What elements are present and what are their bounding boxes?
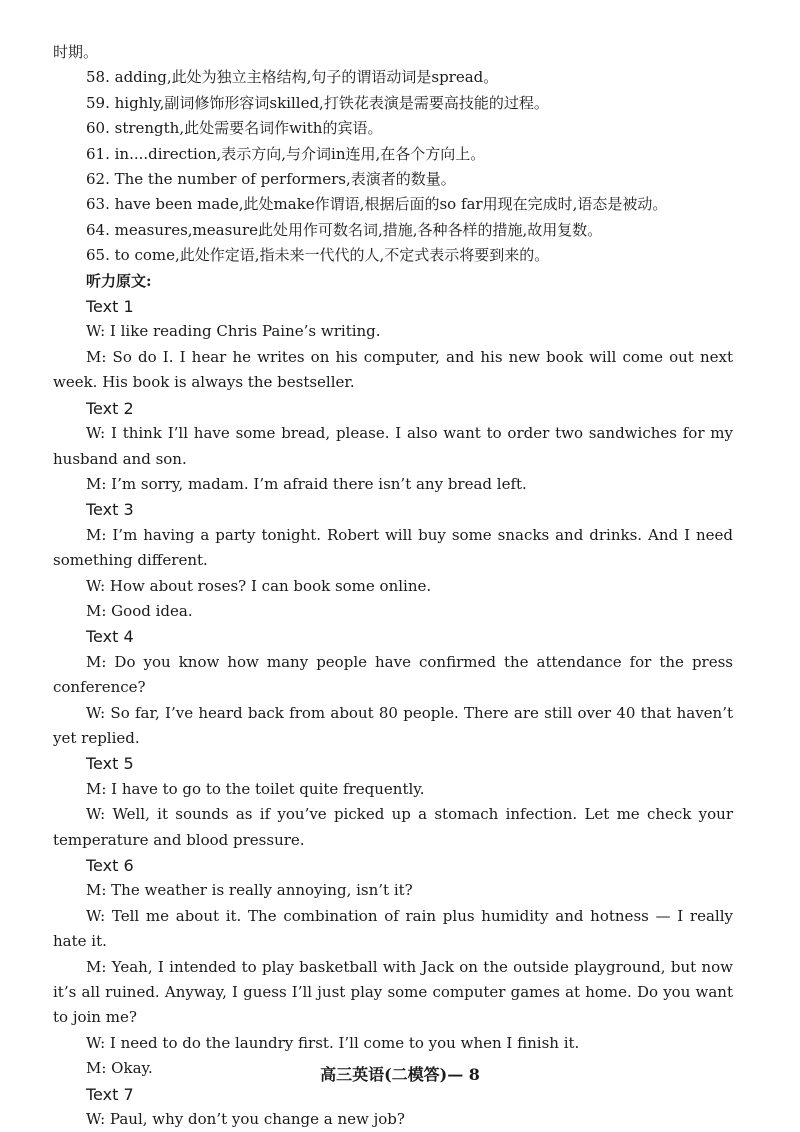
dialogue-line: M: I have to go to the toilet quite frequently. <box>86 779 425 798</box>
text-title: Text 7 <box>86 1084 134 1104</box>
dialogue-line: M: Yeah, I intended to play basketball with Jack on the outside playground, but now it’s all ruined. Anyway, I guess I’ll just play some computer games at home. Do you want to join me? <box>53 957 733 1027</box>
listening-text-2 <box>53 396 733 498</box>
dialogue-line: W: I need to do the laundry first. I’ll come to you when I finish it. <box>86 1033 580 1052</box>
listening-text-7 <box>53 1082 733 1132</box>
listening-heading: 听力原文: <box>86 271 152 290</box>
dialogue-line: M: I’m sorry, madam. I’m afraid there isn’t any bread left. <box>86 474 527 493</box>
dialogue-line: W: Paul, why don’t you change a new job? <box>86 1110 405 1129</box>
page-footer: 高三英语(二模答)— 8 <box>320 1065 480 1084</box>
dialogue-line: W: Tell me about it. The combination of rain plus humidity and hotness — I really hate it. <box>53 906 733 951</box>
dialogue-line: M: The weather is really annoying, isn’t it? <box>86 881 413 900</box>
text-title: Text 4 <box>86 627 134 647</box>
listening-text-4 <box>53 624 733 751</box>
text-title: Text 2 <box>86 398 134 418</box>
answer-item-64: 64. measures,measure此处用作可数名词,措施,各种各样的措施,故用复数。 <box>86 220 603 239</box>
listening-text-3 <box>53 497 733 624</box>
answer-item-63: 63. have been made,此处make作谓语,根据后面的so far用现在完成时,语态是被动。 <box>86 195 668 214</box>
listening-text-6 <box>53 853 733 1082</box>
answer-item-61: 61. in....direction,表示方向,与介词in连用,在各个方向上。 <box>86 144 486 163</box>
dialogue-line: M: Do you know how many people have confirmed the attendance for the press conference? <box>53 652 733 697</box>
dialogue-line: W: I like reading Chris Paine’s writing. <box>86 322 381 341</box>
dialogue-line: W: I think I’ll have some bread, please. I also want to order two sandwiches for my husband and son. <box>53 424 733 468</box>
dialogue-line: M: Good idea. <box>86 601 193 620</box>
answer-item-62: 62. The the number of performers,表演者的数量。 <box>86 170 456 189</box>
dialogue-line: M: Okay. <box>86 1059 153 1078</box>
text-title: Text 5 <box>86 754 134 774</box>
answer-explanations <box>53 65 733 268</box>
dialogue-line: W: How about roses? I can book some online. <box>86 576 432 595</box>
dialogue-line: W: Well, it sounds as if you’ve picked up a stomach infection. Let me check your temperature and blood pressure. <box>53 805 733 849</box>
text-title: Text 3 <box>86 500 134 520</box>
text-title: Text 6 <box>86 856 134 875</box>
dialogue-line: W: So far, I’ve heard back from about 80 people. There are still over 40 that haven’t yet replied. <box>53 703 733 747</box>
answer-item-65: 65. to come,此处作定语,指未来一代代的人,不定式表示将要到来的。 <box>86 246 550 265</box>
continued-line: 时期。 <box>53 43 99 61</box>
answer-item-58: 58. adding,此处为独立主格结构,句子的谓语动词是spread。 <box>86 68 499 87</box>
listening-text-5 <box>53 751 733 853</box>
document-page <box>53 40 733 1132</box>
answer-item-60: 60. strength,此处需要名词作with的宾语。 <box>86 119 383 138</box>
text-title: Text 1 <box>86 297 134 317</box>
listening-text-1 <box>53 294 733 396</box>
answer-item-59: 59. highly,副词修饰形容词skilled,打铁花表演是需要高技能的过程。 <box>86 93 549 112</box>
dialogue-line: M: So do I. I hear he writes on his computer, and his new book will come out next week. His book is always the bestseller. <box>53 347 733 392</box>
dialogue-line: M: I’m having a party tonight. Robert will buy some snacks and drinks. And I need something different. <box>53 525 733 570</box>
